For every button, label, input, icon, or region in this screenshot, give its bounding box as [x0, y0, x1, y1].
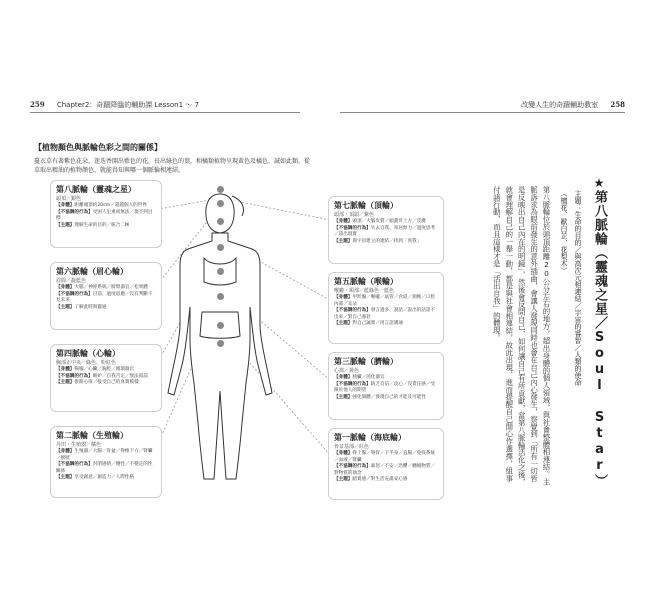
left-running-title: Chapter2：奇蹟降臨的輔助課 Lesson1 ～ 7: [56, 101, 199, 109]
chakra-dot-crown: [217, 200, 224, 207]
chakra-dot-throat: [217, 244, 224, 251]
chakra-dot-sacral: [217, 322, 224, 329]
chakra-card-6: [50, 262, 162, 330]
card-title: 第二脈輪（生殖輪）: [56, 431, 128, 440]
card-row: 【不協調的行為】受困人生重而無法／現不到目標: [56, 209, 153, 222]
section-paragraph: 第八脈輪位於頭頂距離20公分左右的地方，超出身體的個人領域，與社會整體相連結。主脈訴求為眼前發生的意外插曲，會讓人發現同時也會在自己內心發生，察覺到「所有一切皆是反映出自己內在的明鏡」，然後會反問自己，如何讓自己有所貢獻，當第八脈輪活化之後，就會理解自己的一舉一動，都是與社會相連結，故此出現，進而提醒自己開心作選擇，組事付諸行動，而且這樣才是「活出自我」的體現。: [492, 186, 551, 486]
card-row: 【身體】胸腺／心臟／胸腔／循環器官: [56, 367, 135, 372]
card-row: 【身體】胰臟／消化器官: [334, 375, 385, 380]
card-title: 第六脈輪（眉心輪）: [56, 267, 128, 276]
card-row: 【主題】對自己誠實／用言語溝通: [334, 321, 403, 327]
card-row: 【主題】了解此時與靈通: [56, 304, 107, 310]
right-page-number: 258: [610, 100, 625, 109]
right-running-title: 改變人生的奇蹟輔助教室: [521, 101, 599, 109]
section-star-icon: ★: [592, 176, 606, 190]
card-row: 【主題】強化個體／發現自己的才能及可能性: [334, 394, 426, 400]
card-location: 眉間／靛藍色: [56, 278, 87, 284]
chakra-dot-heart: [217, 268, 224, 275]
card-location: 骨盆基部／紅色: [334, 444, 370, 450]
card-row: 【主題】理解生命的目的／統合二極: [56, 222, 130, 228]
section-theme: 主題：生命的目的／與高次元相連結／宇宙的睿智／人類的使命: [574, 190, 582, 386]
card-title: 第三脈輪（臍輪）: [334, 357, 398, 366]
card-location: 丹田・生殖器／橘色: [56, 442, 102, 448]
chakra-card-7: [328, 196, 444, 264]
chakra-card-8: [50, 180, 162, 248]
card-row: 【不協調的行為】目前、過度思慮／沒有判斷不見未來: [56, 291, 153, 304]
card-row: 【主題】推開心扉／接受自己的真實模樣: [56, 380, 139, 386]
card-row: 【主題】踏實感／對生活充滿安心感: [334, 477, 408, 483]
card-location: 胸部正中央／綠色、粉紅色: [56, 360, 117, 366]
chakra-card-3: [328, 352, 444, 420]
chakra-card-2: [50, 426, 162, 498]
chakra-dot-root: [217, 340, 224, 347]
chakra-dot-solar-plexus: [217, 293, 224, 300]
section-oils: （檀花、歐白芷、花梨木）: [560, 190, 568, 274]
card-row: 【不協調的行為】暴怒／不安／恐懼／纏繞物質／對物質的執念: [334, 464, 436, 476]
card-row: 【身體】頭頂／大腦皮質／頭蓋骨上方／皮膚: [334, 219, 426, 224]
card-title: 第五脈輪（喉輪）: [334, 277, 398, 286]
card-row: 【身體】距離頭頂約20cm／超越個人的世界: [56, 203, 147, 208]
card-row: 【不協調的行為】失去自我、寄居無力／過度思考／超出現實: [334, 225, 436, 238]
card-row: 【身體】生殖器／大腸／骨盆／脊椎下方／腎臟／膀胱: [56, 449, 153, 461]
card-location: 頭頂／銀色: [56, 196, 82, 202]
card-title: 第八脈輪（靈魂之星）: [56, 185, 136, 194]
chakra-card-1: [328, 428, 444, 500]
card-title: 第一脈輪（海底輪）: [334, 433, 406, 442]
figure-title: 【植物顏色與脈輪色彩之間的關係】: [34, 143, 162, 152]
card-location: 頭部・頂頭／紫色: [334, 212, 375, 218]
card-location: 心窩／黃色: [334, 368, 360, 374]
card-row: 【主題】與宇宙建立的連結／找到「真我」: [334, 238, 422, 244]
card-row: 【身體】大腦／神經系統／膀臂器官／松果體: [56, 285, 148, 290]
section-title: 第八脈輪（靈魂之星／Soul Star）: [592, 190, 607, 488]
card-row: 【不協調的行為】發言過多、說話／說出的話語不出來／對自己養甚: [334, 308, 436, 320]
left-page-number: 259: [30, 100, 45, 109]
card-row: 【身體】脊上腺／脊骨／下半身／直腸／免疫系統／血液／腎臟: [334, 451, 436, 463]
card-row: 【身體】甲狀腺／喉嚨／氣管／食道／頸椎／口腔內部／耳朵: [334, 295, 436, 307]
chakra-card-5: [328, 272, 444, 344]
card-row: 【不協調的行為】缺乏自信／攻心／沒責任感／受限於他人的期望: [334, 381, 436, 394]
card-title: 第七脈輪（頂輪）: [334, 201, 398, 210]
figure-intro: 蔓衣草有著紫色花朵，迷迭香開出藍色的花，長出綠色的葉，相橘類植物呈現黃色及橘色，誠如此類，從草取出精油的植物顏色，就能得知與哪一個脈輪相連結。: [34, 158, 311, 174]
chakra-dot-third-eye: [217, 218, 224, 225]
card-row: 【不協調的行為】嫉妒／自我否定／無法原諒: [56, 373, 148, 379]
chakra-card-4: [50, 344, 162, 412]
card-row: 【主題】享受創意／創造力／人際性格: [56, 475, 135, 481]
card-title: 第四脈輪（心輪）: [56, 349, 120, 358]
card-row: 【不協調的行為】封閉感情／優性／不穩定的性關係: [56, 462, 153, 474]
chakra-dot-soul-star: [217, 186, 224, 193]
card-location: 喉嚨・頸部／藍綠色一藍色: [334, 288, 395, 294]
